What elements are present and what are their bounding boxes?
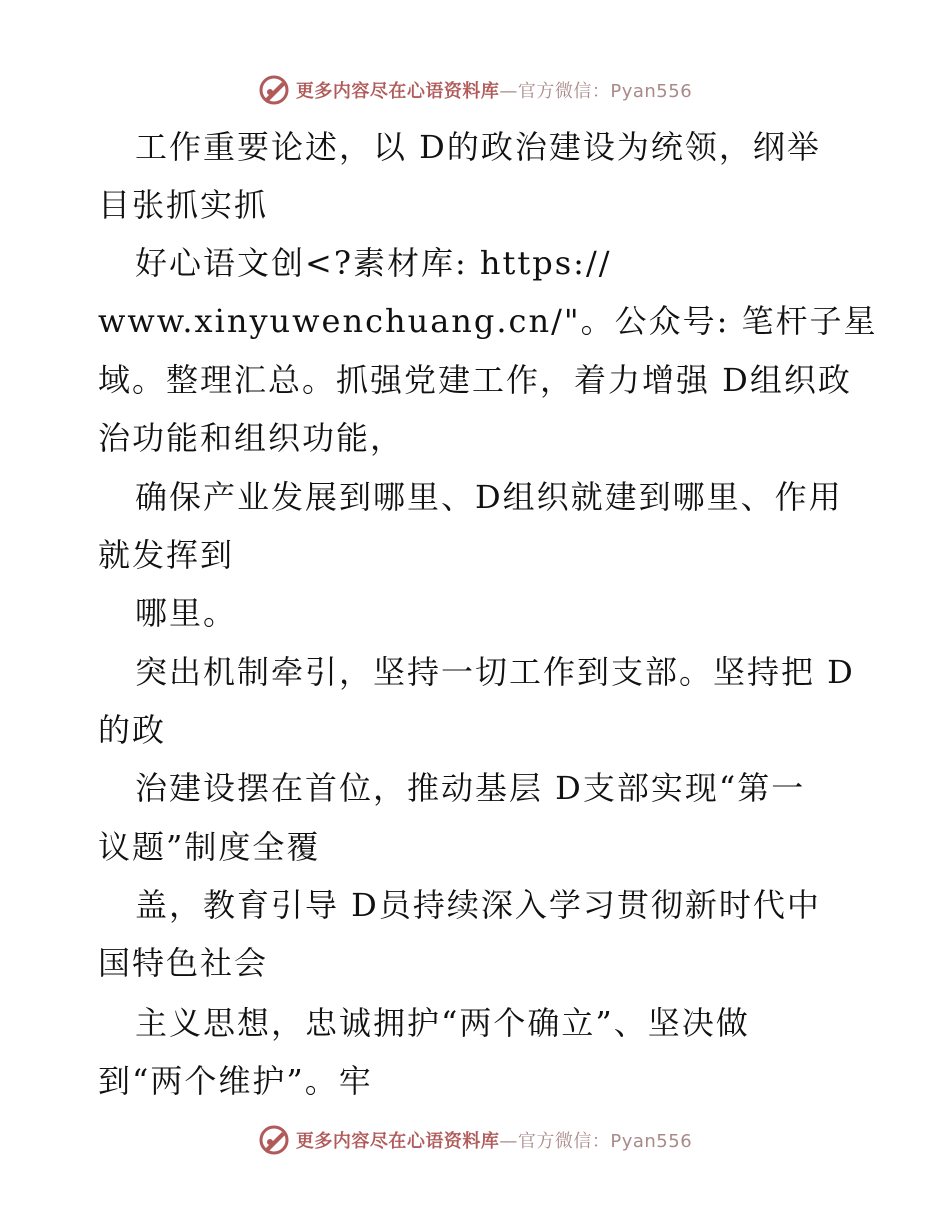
header-banner bbox=[0, 70, 950, 110]
text-line: 好心语文创<?素材库: https:// bbox=[135, 244, 612, 282]
text-line: 目张抓实抓 bbox=[98, 186, 269, 224]
text-line: 主义思想，忠诚拥护“两个确立”、坚决做 bbox=[135, 1004, 750, 1042]
footer-banner bbox=[0, 1120, 950, 1160]
text-line: 突出机制牵引，坚持一切工作到支部。坚持把 D bbox=[135, 653, 855, 691]
text-line: 域。整理汇总。抓强党建工作，着力增强 D组织政 bbox=[98, 361, 852, 399]
text-line: 确保产业发展到哪里、D组织就建到哪里、作用 bbox=[135, 478, 843, 516]
text-line: 议题”制度全覆 bbox=[98, 828, 321, 866]
text-line: 到“两个维护”。牢 bbox=[98, 1062, 373, 1100]
text-line: 就发挥到 bbox=[98, 536, 235, 574]
header-banner-bold: 更多内容尽在心语资料库 bbox=[295, 81, 500, 102]
text-line: 盖，教育引导 D员持续深入学习贯彻新时代中 bbox=[135, 886, 821, 924]
text-line: 的政 bbox=[98, 711, 167, 749]
text-line: www.xinyuwenchuang.cn/"。公众号: 笔杆子星 bbox=[98, 302, 878, 340]
text-line: 治建设摆在首位，推动基层 D支部实现“第一 bbox=[135, 769, 806, 807]
text-line: 工作重要论述，以 D的政治建设为统领，纲举 bbox=[135, 128, 821, 166]
text-line: 国特色社会 bbox=[98, 944, 269, 982]
header-banner-content bbox=[258, 74, 692, 106]
header-banner-rest: —官方微信：Pyan556 bbox=[499, 81, 693, 102]
footer-banner-text bbox=[296, 1127, 692, 1153]
text-line: 治功能和组织功能， bbox=[98, 419, 405, 457]
pen-circle-logo-icon bbox=[258, 74, 290, 106]
footer-banner-content bbox=[258, 1124, 692, 1156]
text-line: 哪里。 bbox=[135, 594, 238, 632]
pen-circle-logo-icon bbox=[258, 1124, 290, 1156]
footer-banner-bold: 更多内容尽在心语资料库 bbox=[295, 1131, 500, 1152]
footer-banner-rest: —官方微信：Pyan556 bbox=[499, 1131, 693, 1152]
header-banner-text bbox=[296, 77, 692, 103]
